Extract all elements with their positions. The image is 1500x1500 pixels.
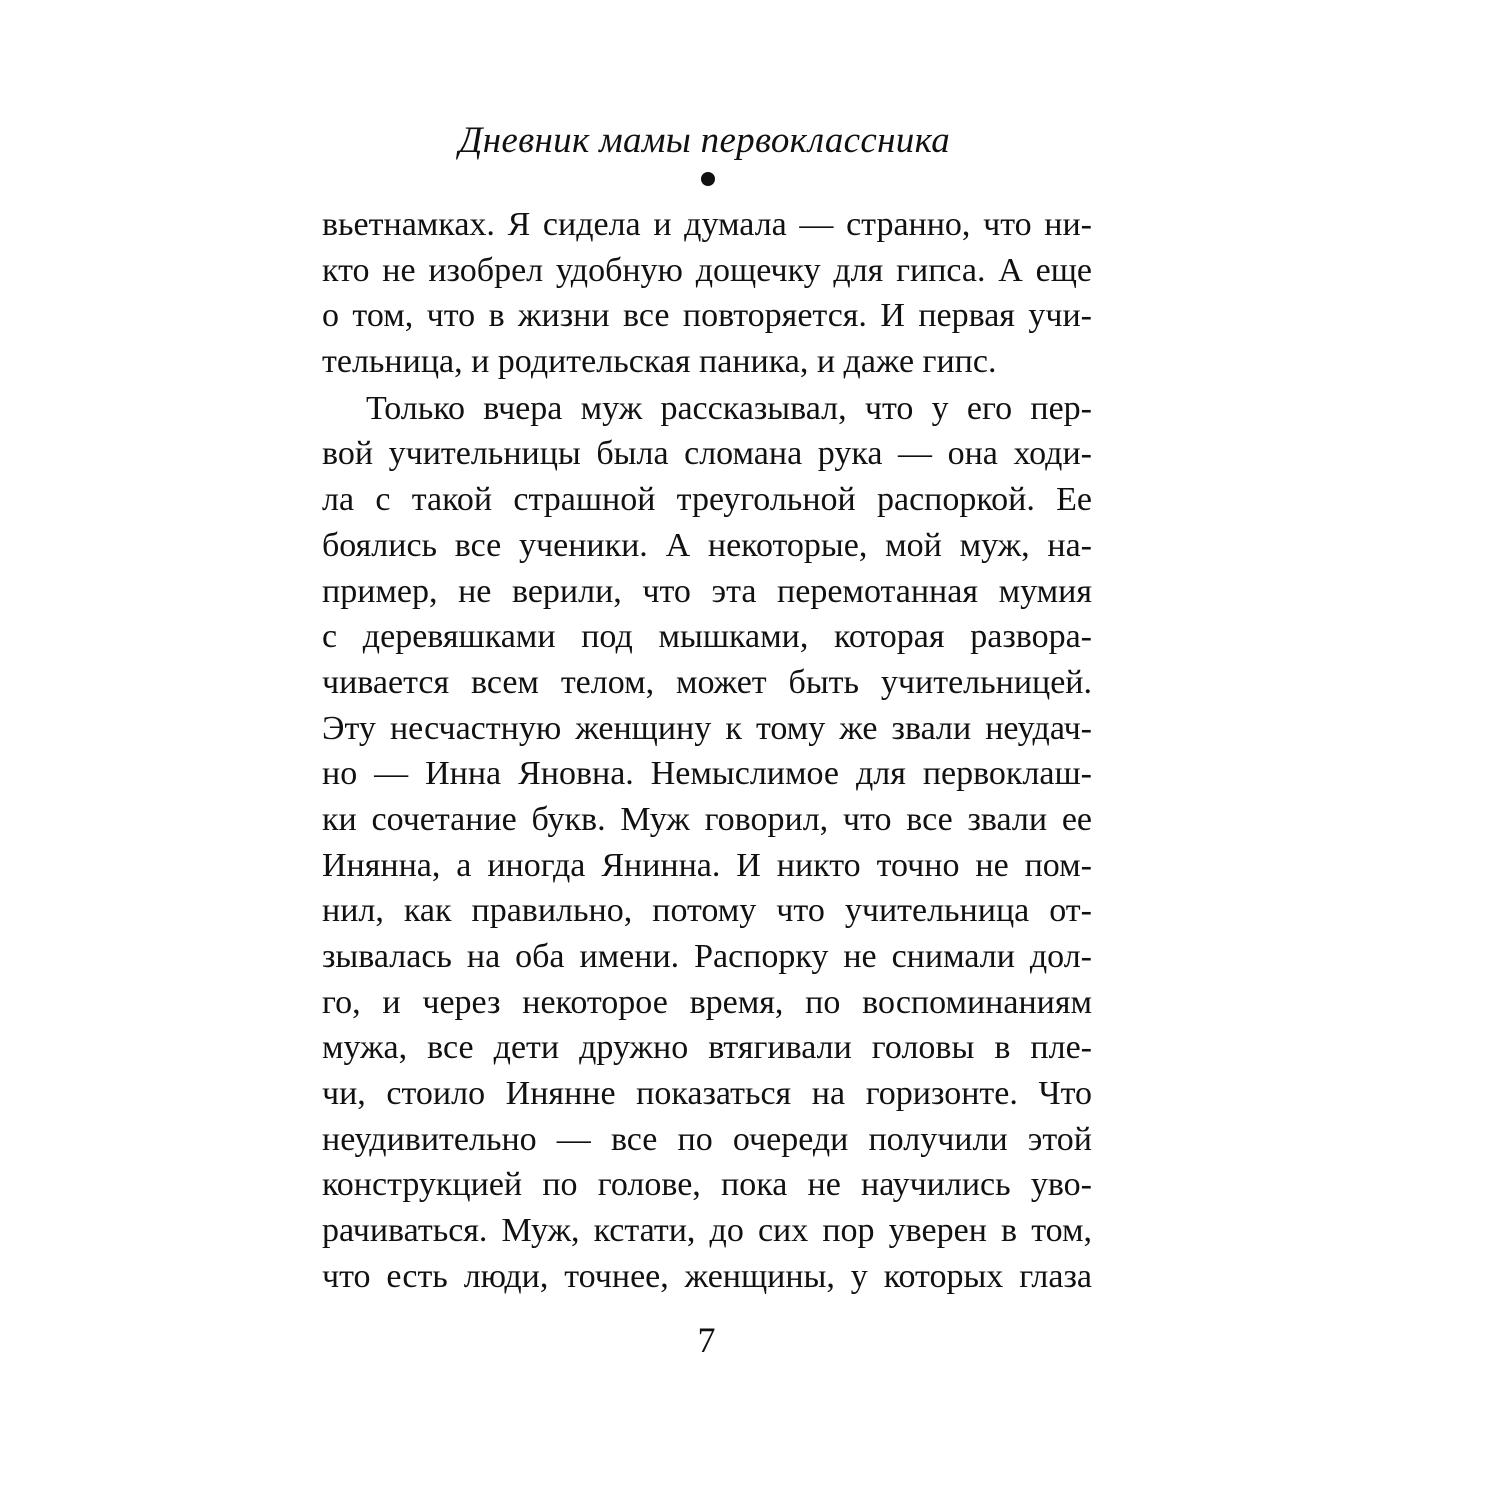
text-line: о том, что в жизни все повторяется. И первая учи- (322, 297, 1092, 335)
text-line: Эту несчастную женщину к тому же звали неудач- (322, 709, 1092, 747)
text-line: ки сочетание букв. Муж говорил, что все звали ее (322, 800, 1092, 838)
text-line: что есть люди, точнее, женщины, у которых глаза (322, 1257, 1092, 1295)
bullet-ornament-icon (701, 172, 715, 186)
text-line: го, и через некоторое время, по воспоминаниям (322, 983, 1092, 1021)
text-line: но — Инна Яновна. Немыслимое для первоклаш- (322, 755, 1092, 793)
text-line: боялись все ученики. А некоторые, мой муж, на- (322, 526, 1092, 564)
text-line: рачиваться. Муж, кстати, до сих пор уверен в том, (322, 1212, 1092, 1250)
text-line: неудивительно — все по очереди получили этой (322, 1120, 1092, 1158)
text-line: зывалась на оба имени. Распорку не снимали дол- (322, 938, 1092, 975)
text-line: ла с такой страшной треугольной распоркой. Ее (322, 481, 1092, 519)
text-line: Только вчера муж рассказывал, что у его пер- (366, 389, 1092, 427)
text-line: вьетнамках. Я сидела и думала — странно, что ни- (322, 206, 1092, 243)
text-line: мужа, все дети дружно втягивали головы в пле- (322, 1029, 1092, 1067)
text-line: пример, не верили, что эта перемотанная мумия (322, 572, 1092, 610)
running-title: Дневник мамы первоклассника (458, 120, 951, 161)
text-line: нил, как правильно, потому что учительница от- (322, 892, 1092, 930)
text-line: тельница, и родительская паника, и даже гипс. (322, 343, 997, 381)
text-line: с деревяшками под мышками, которая развора- (322, 618, 1092, 656)
text-line: чи, стоило Инянне показаться на горизонте. Что (322, 1075, 1092, 1113)
body-text (322, 202, 1092, 1300)
text-line: Инянна, а иногда Янинна. И никто точно не пом- (322, 846, 1092, 884)
text-line: конструкцией по голове, пока не научились уво- (322, 1166, 1092, 1204)
text-line: вой учительницы была сломана рука — она ходи- (322, 435, 1092, 473)
page-number: 7 (697, 1320, 716, 1360)
text-line: кто не изобрел удобную дощечку для гипса. А еще (322, 251, 1092, 289)
text-line: чивается всем телом, может быть учительницей. (322, 663, 1092, 701)
